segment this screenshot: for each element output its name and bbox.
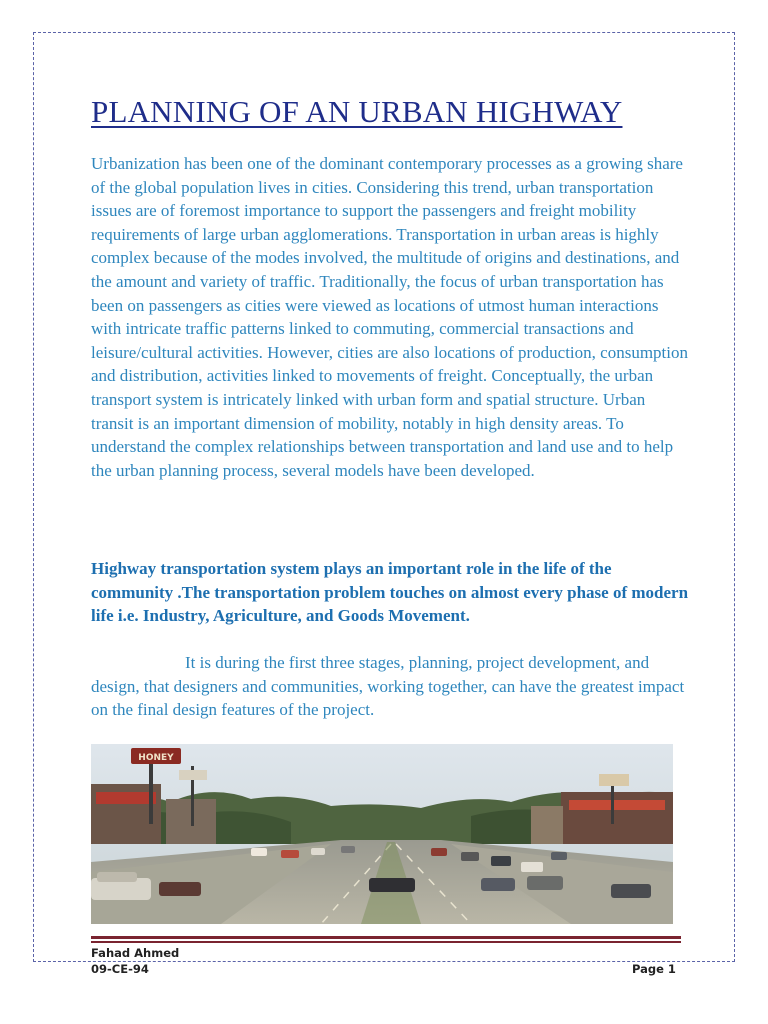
footer-student-code: 09-CE-94 (91, 962, 149, 976)
footer-rule-thin (91, 941, 681, 943)
design-stages-paragraph: It is during the first three stages, planning, project development, and design, that designers and communities, working together, can have the greatest impact on the final design features of the project. (91, 653, 685, 720)
footer-rule-thick (91, 936, 681, 939)
footer-page-number: Page 1 (632, 962, 676, 976)
photo-sign-text: HONEY (138, 753, 174, 763)
footer-author: Fahad Ahmed (91, 946, 180, 960)
highway-photo-illustration (91, 744, 673, 924)
page-title: PLANNING OF AN URBAN HIGHWAY (91, 94, 623, 129)
highway-photo (91, 744, 673, 924)
intro-paragraph: Urbanization has been one of the dominant contemporary processes as a growing share of the global population lives in cities. Considering this trend, urban transportation issues are of foremost importance to support the passengers and freight mobility requirements of large urban agglomerations. Transportation in urban areas is highly complex because of the modes involved, the multitude of origins and destinations, and the amount and variety of traffic. Traditionally, the focus of urban transportation has been on passengers as cities were viewed as locations of utmost human interactions with intricate traffic patterns linked to commuting, commercial transactions and leisure/cultural activities. However, cities are also locations of production, consumption and distribution, activities linked to movements of freight. Conceptually, the urban transport system is intricately linked with urban form and spatial structure. Urban transit is an important dimension of mobility, notably in high density areas. To understand the complex relationships between transportation and land use and to help the urban planning process, several models have been developed. (91, 154, 688, 480)
emphasis-paragraph: Highway transportation system plays an important role in the life of the community .The transportation problem touches on almost every phase of modern life i.e. Industry, Agriculture, and Goods Movement. (91, 559, 689, 625)
